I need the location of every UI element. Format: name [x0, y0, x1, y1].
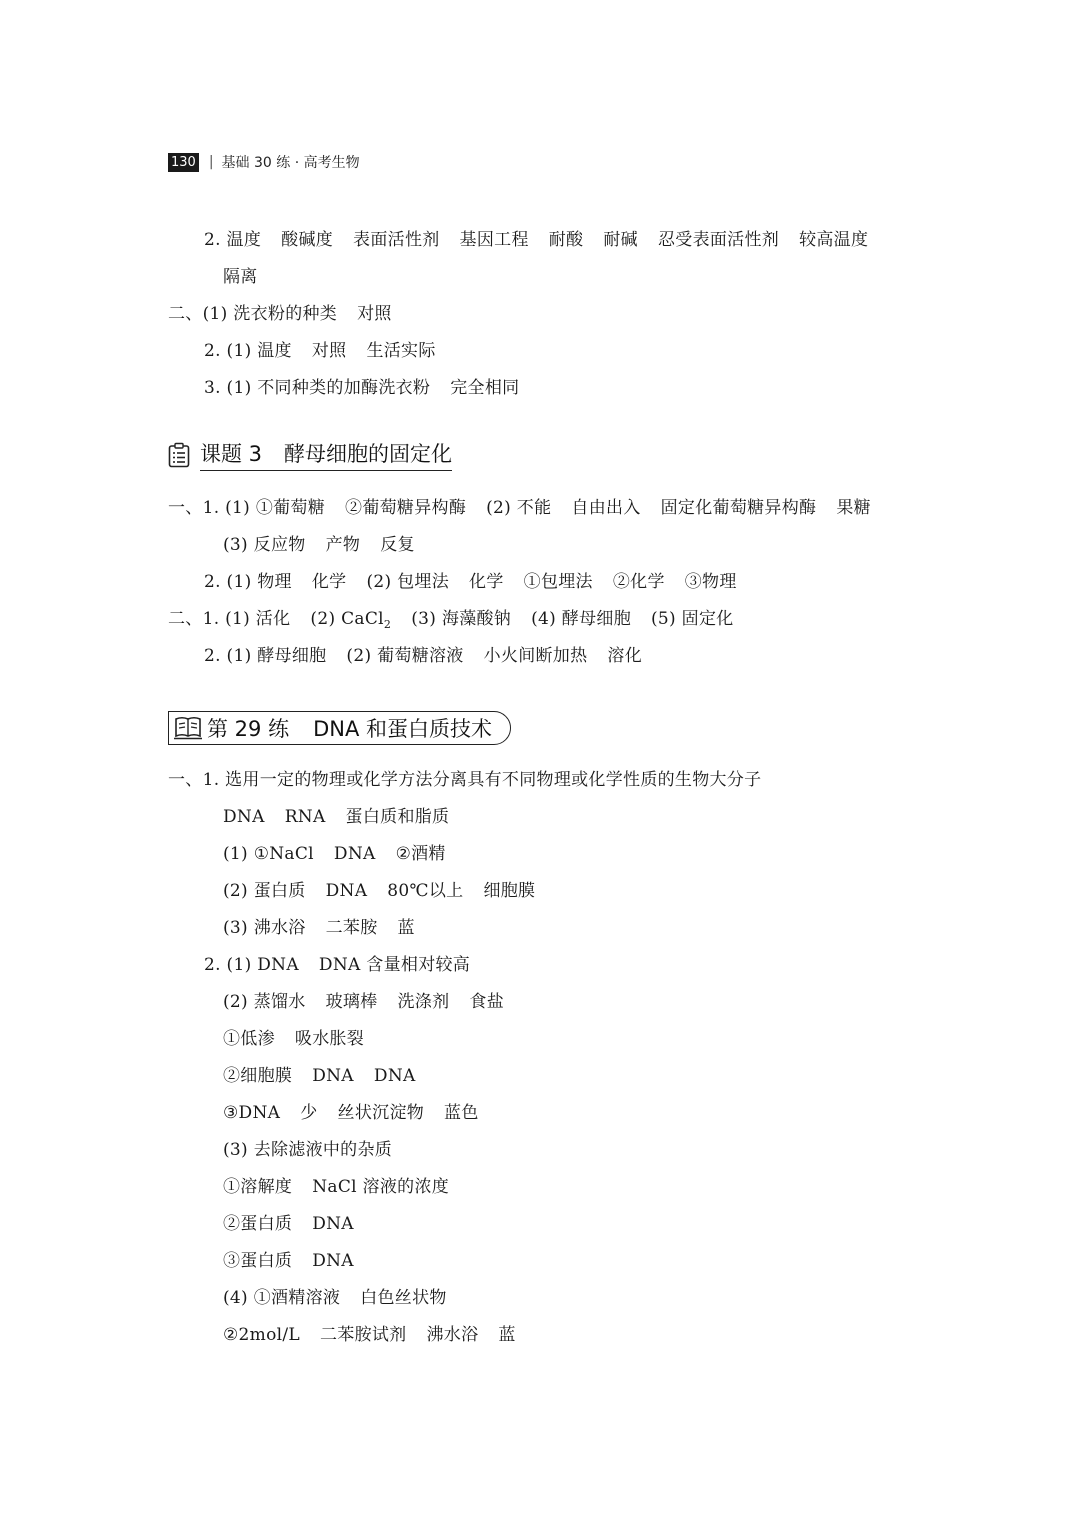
topic-name: 酵母细胞的固定化 [284, 442, 453, 466]
topic-label: 课题 3 [200, 442, 263, 466]
line-prefix: (2) [223, 881, 254, 901]
answer-line [223, 1102, 479, 1124]
answer-item: 玻璃棒 [325, 992, 378, 1012]
answer-item: 蓝色 [444, 1103, 479, 1123]
answer-item: ①低渗 [223, 1029, 275, 1049]
answer-item: 忍受表面活性剂 [657, 230, 780, 250]
answer-item: 蛋白质 [253, 881, 306, 901]
lesson-heading [168, 710, 511, 746]
answer-item: 白色丝状物 [360, 1288, 447, 1308]
answer-item: NaCl 溶液的浓度 [312, 1177, 450, 1197]
answer-item: ③DNA [223, 1103, 281, 1123]
answer-item: 沸水浴 [426, 1325, 479, 1345]
answer-line [204, 954, 470, 976]
answer-item: 固定化葡萄糖异构酶 [660, 498, 817, 518]
answer-item: 少 [300, 1103, 318, 1123]
lesson-title [207, 713, 492, 743]
answer-item: (2) 不能 [486, 498, 552, 518]
answer-item: 化学 [469, 572, 504, 592]
answer-line [204, 571, 737, 593]
line-prefix: (4) [223, 1288, 254, 1308]
formula-subscript: 2 [383, 618, 392, 631]
line-prefix: (3) [223, 918, 254, 938]
answer-item: ②2mol/L [223, 1325, 300, 1345]
answer-item: ③蛋白质 [223, 1251, 293, 1271]
answer-item: DNA 含量相对较高 [318, 955, 471, 975]
answer-item: 温度 [226, 230, 262, 250]
answer-item: 细胞膜 [483, 881, 536, 901]
answer-line [223, 1213, 354, 1235]
answer-item: DNA [325, 881, 368, 901]
answer-item [310, 609, 391, 629]
answer-line [223, 917, 415, 939]
answer-item: (3) 海藻酸钠 [411, 609, 512, 629]
answer-item: 洗衣粉的种类 [233, 304, 338, 324]
line-prefix: (2) [223, 992, 254, 1012]
answer-item: ②蛋白质 [223, 1214, 293, 1234]
answer-line [223, 806, 449, 828]
answer-item: 二苯胺试剂 [319, 1325, 407, 1345]
answer-item: 产物 [325, 535, 361, 555]
answer-line [223, 1028, 364, 1050]
answer-item: DNA [257, 955, 299, 975]
answer-item: (1) 活化 [225, 609, 291, 629]
answer-line [168, 497, 871, 519]
answer-line [168, 303, 392, 325]
line-prefix: (3) [223, 1140, 254, 1160]
page-header [168, 152, 360, 172]
answer-item: 食盐 [469, 992, 505, 1012]
answer-item: ②酒精 [395, 844, 446, 864]
answer-item: 隔离 [223, 267, 258, 287]
answer-item: 酸碱度 [281, 230, 334, 250]
line-prefix: 一、1. [168, 770, 226, 790]
answer-item: RNA [284, 807, 326, 827]
answer-item: 蒸馏水 [253, 992, 306, 1012]
answer-line [223, 880, 535, 902]
answer-item: ①葡萄糖 [255, 498, 326, 518]
answer-item: 较高温度 [799, 230, 869, 250]
answer-item: 沸水浴 [253, 918, 306, 938]
answer-item: 对照 [311, 341, 347, 361]
answer-item: ①包埋法 [523, 572, 593, 592]
answer-item: 温度 [257, 341, 292, 361]
answer-item: ②化学 [612, 572, 665, 592]
answer-item: DNA [373, 1066, 416, 1086]
answer-line [223, 1250, 354, 1272]
page-number: 130 [168, 153, 199, 172]
answer-item: (5) 固定化 [651, 609, 734, 629]
answer-item: ②葡萄糖异构酶 [345, 498, 467, 518]
answer-item: 二苯胺 [325, 918, 378, 938]
open-book-icon [173, 715, 203, 741]
answer-line [168, 769, 761, 791]
answer-line [204, 645, 642, 667]
answer-line [223, 1139, 392, 1161]
answer-line [223, 1324, 516, 1346]
answer-line [168, 608, 734, 636]
answer-item: 蛋白质和脂质 [345, 807, 450, 827]
header-separator: | [208, 154, 214, 170]
answer-item: DNA [333, 844, 376, 864]
answer-item: 耐酸 [548, 230, 584, 250]
answer-line [204, 229, 868, 251]
line-prefix: 2. (1) [204, 646, 258, 666]
answer-item: 物理 [257, 572, 292, 592]
answer-item: 吸水胀裂 [294, 1029, 365, 1049]
line-prefix: 2. (1) [204, 572, 258, 592]
answer-item: DNA [312, 1251, 354, 1271]
lesson-heading-frame [168, 711, 511, 745]
answer-item: 完全相同 [450, 378, 520, 398]
answer-item: 化学 [311, 572, 347, 592]
answer-item: DNA [223, 807, 265, 827]
answer-item: 不同种类的加酶洗衣粉 [257, 378, 431, 398]
answer-item: (3) 反应物 [223, 535, 306, 555]
line-prefix: (1) [223, 844, 254, 864]
answer-item: DNA [312, 1066, 354, 1086]
answer-line [204, 377, 519, 399]
answer-item: 洗涤剂 [397, 992, 450, 1012]
line-prefix: 一、1. (1) [168, 498, 256, 518]
answer-item: ①酒精溶液 [253, 1288, 341, 1308]
answer-line [223, 1287, 447, 1309]
answer-item: 表面活性剂 [353, 230, 440, 250]
answer-line [223, 534, 415, 556]
answer-line [204, 340, 436, 362]
answer-item: 蓝 [498, 1325, 516, 1345]
answer-item: 基因工程 [459, 230, 529, 250]
answer-item: 自由出入 [571, 498, 641, 518]
answer-item: 小火间断加热 [483, 646, 588, 666]
answer-line [223, 266, 258, 288]
answer-item: ②细胞膜 [223, 1066, 293, 1086]
book-title: 基础 30 练 · 高考生物 [221, 155, 360, 171]
answer-item: (2) 葡萄糖溶液 [346, 646, 464, 666]
answer-line [223, 843, 446, 865]
answer-item: 蓝 [397, 918, 415, 938]
answer-item: ①溶解度 [223, 1177, 293, 1197]
answer-line [223, 1176, 449, 1198]
answer-item: 反复 [380, 535, 415, 555]
answer-item: ①NaCl [253, 844, 314, 864]
answer-item: (4) 酵母细胞 [531, 609, 631, 629]
clipboard-icon [168, 442, 190, 468]
line-prefix: 二、(1) [168, 304, 234, 324]
answer-item: 耐碱 [603, 230, 638, 250]
line-prefix: 2. (1) [204, 955, 258, 975]
answer-item: DNA [312, 1214, 354, 1234]
line-prefix: 3. (1) [204, 378, 258, 398]
answer-item: 酵母细胞 [257, 646, 327, 666]
topic-title [200, 438, 452, 471]
answer-item: 果糖 [836, 498, 871, 518]
line-prefix: 2. [204, 230, 227, 250]
topic-heading [168, 438, 452, 471]
answer-item: (2) 包埋法 [366, 572, 450, 592]
answer-item: 溶化 [607, 646, 643, 666]
answer-item: 对照 [357, 304, 392, 324]
answer-item: ③物理 [684, 572, 737, 592]
answer-item: 生活实际 [366, 341, 436, 361]
answer-line [223, 1065, 416, 1087]
answer-item: 80℃以上 [387, 881, 464, 901]
answer-item: 选用一定的物理或化学方法分离具有不同物理或化学性质的生物大分子 [225, 770, 762, 790]
formula-cacl: (2) CaCl [310, 609, 384, 629]
lesson-name: DNA 和蛋白质技术 [313, 717, 492, 741]
answer-item: 去除滤液中的杂质 [253, 1140, 393, 1160]
lesson-label: 第 29 练 [207, 717, 290, 741]
answer-line [223, 991, 504, 1013]
answer-item: 丝状沉淀物 [337, 1103, 425, 1123]
line-prefix: 二、1. [168, 609, 226, 629]
line-prefix: 2. (1) [204, 341, 258, 361]
